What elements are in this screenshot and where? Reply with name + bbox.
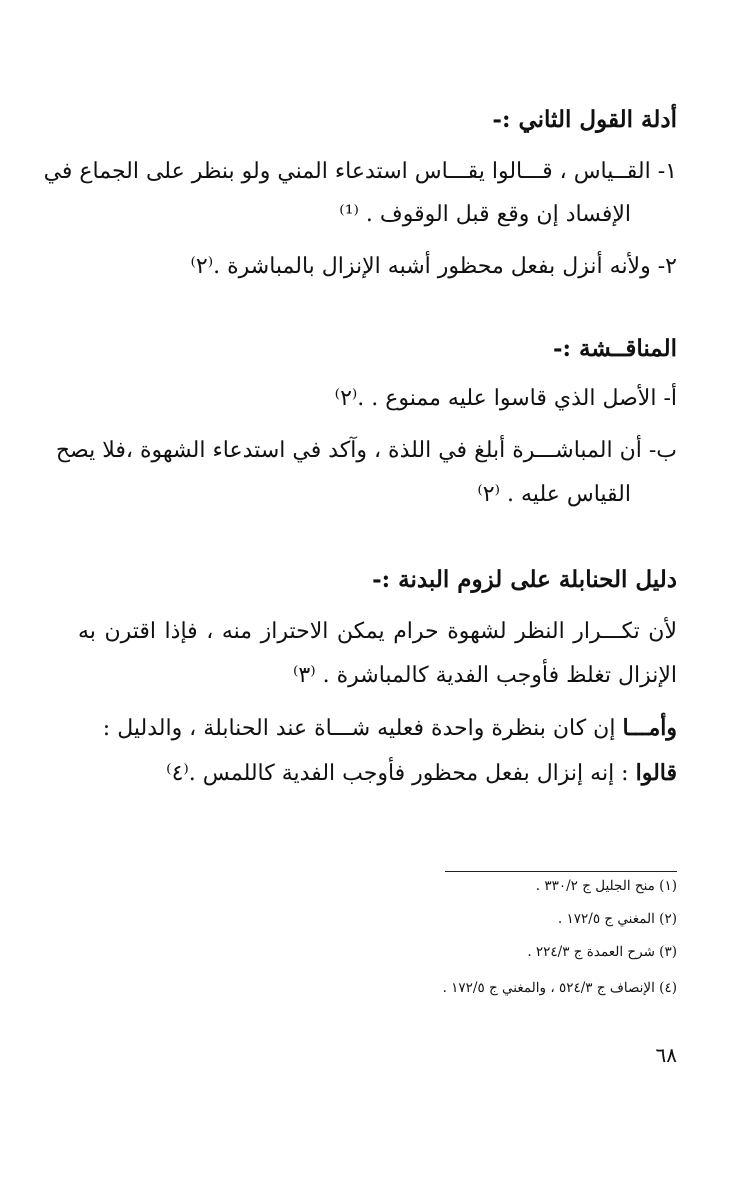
para2-lead-word: وأمـــا [622, 715, 677, 741]
para3-rest: : إنه إنزال بفعل محظور فأوجب الفدية كاللمس .⁽٤⁾ [166, 761, 636, 786]
item1-line1: ١- القــياس ، قـــالوا يقـــاس استدعاء المني ولو بنظر على الجماع في [43, 159, 677, 184]
discussion-item-b-line1: ب- أن المباشـــرة أبلغ في اللذة ، وآكد في استدعاء الشهوة ،فلا يصح [55, 438, 677, 463]
discussion-item-a: أ- الأصل الذي قاسوا عليه ممنوع . .⁽٢⁾ [334, 386, 677, 411]
hanbali-para3-line [78, 756, 677, 791]
para2-rest: إن كان بنظرة واحدة فعليه شـــاة عند الحنابلة ، والدليل : [102, 716, 623, 741]
footnote-3: (٣) شرح العمدة ج ٢٢٤/٣ . [527, 944, 677, 960]
hanbali-para2-line [78, 711, 677, 746]
para3-lead-word: قالوا [635, 760, 677, 786]
hanbali-para1-line2: الإنزال تغلظ فأوجب الفدية كالمباشرة . ⁽٣⁾ [292, 663, 677, 688]
section-heading-second-opinion-evidence: أدلة القول الثاني :- [492, 106, 677, 133]
hanbali-para1-line1: لأن تكـــرار النظر لشهوة حرام يمكن الاحتراز منه ، فإذا اقترن به [78, 619, 677, 644]
item1-line2: الإفساد إن وقع قبل الوقوف . ⁽¹⁾ [339, 202, 631, 227]
section-heading-hanbali-evidence: دليل الحنابلة على لزوم البدنة :- [372, 566, 677, 593]
discussion-item-b-line2: القياس عليه . ⁽٢⁾ [477, 482, 631, 507]
item2-line: ٢- ولأنه أنزل بفعل محظور أشبه الإنزال بالمباشرة .⁽٢⁾ [190, 254, 677, 279]
footnote-1: (١) منح الجليل ج ٣٣٠/٢ . [535, 878, 677, 894]
footnote-4: (٤) الإنصاف ج ٥٢٤/٣ ، والمغني ج ١٧٢/٥ . [442, 980, 677, 996]
footnote-2: (٢) المغني ج ١٧٢/٥ . [557, 911, 677, 927]
page-number: ٦٨ [655, 1043, 677, 1067]
section-heading-discussion: المناقــشة :- [552, 335, 677, 362]
footnote-divider [445, 871, 677, 872]
